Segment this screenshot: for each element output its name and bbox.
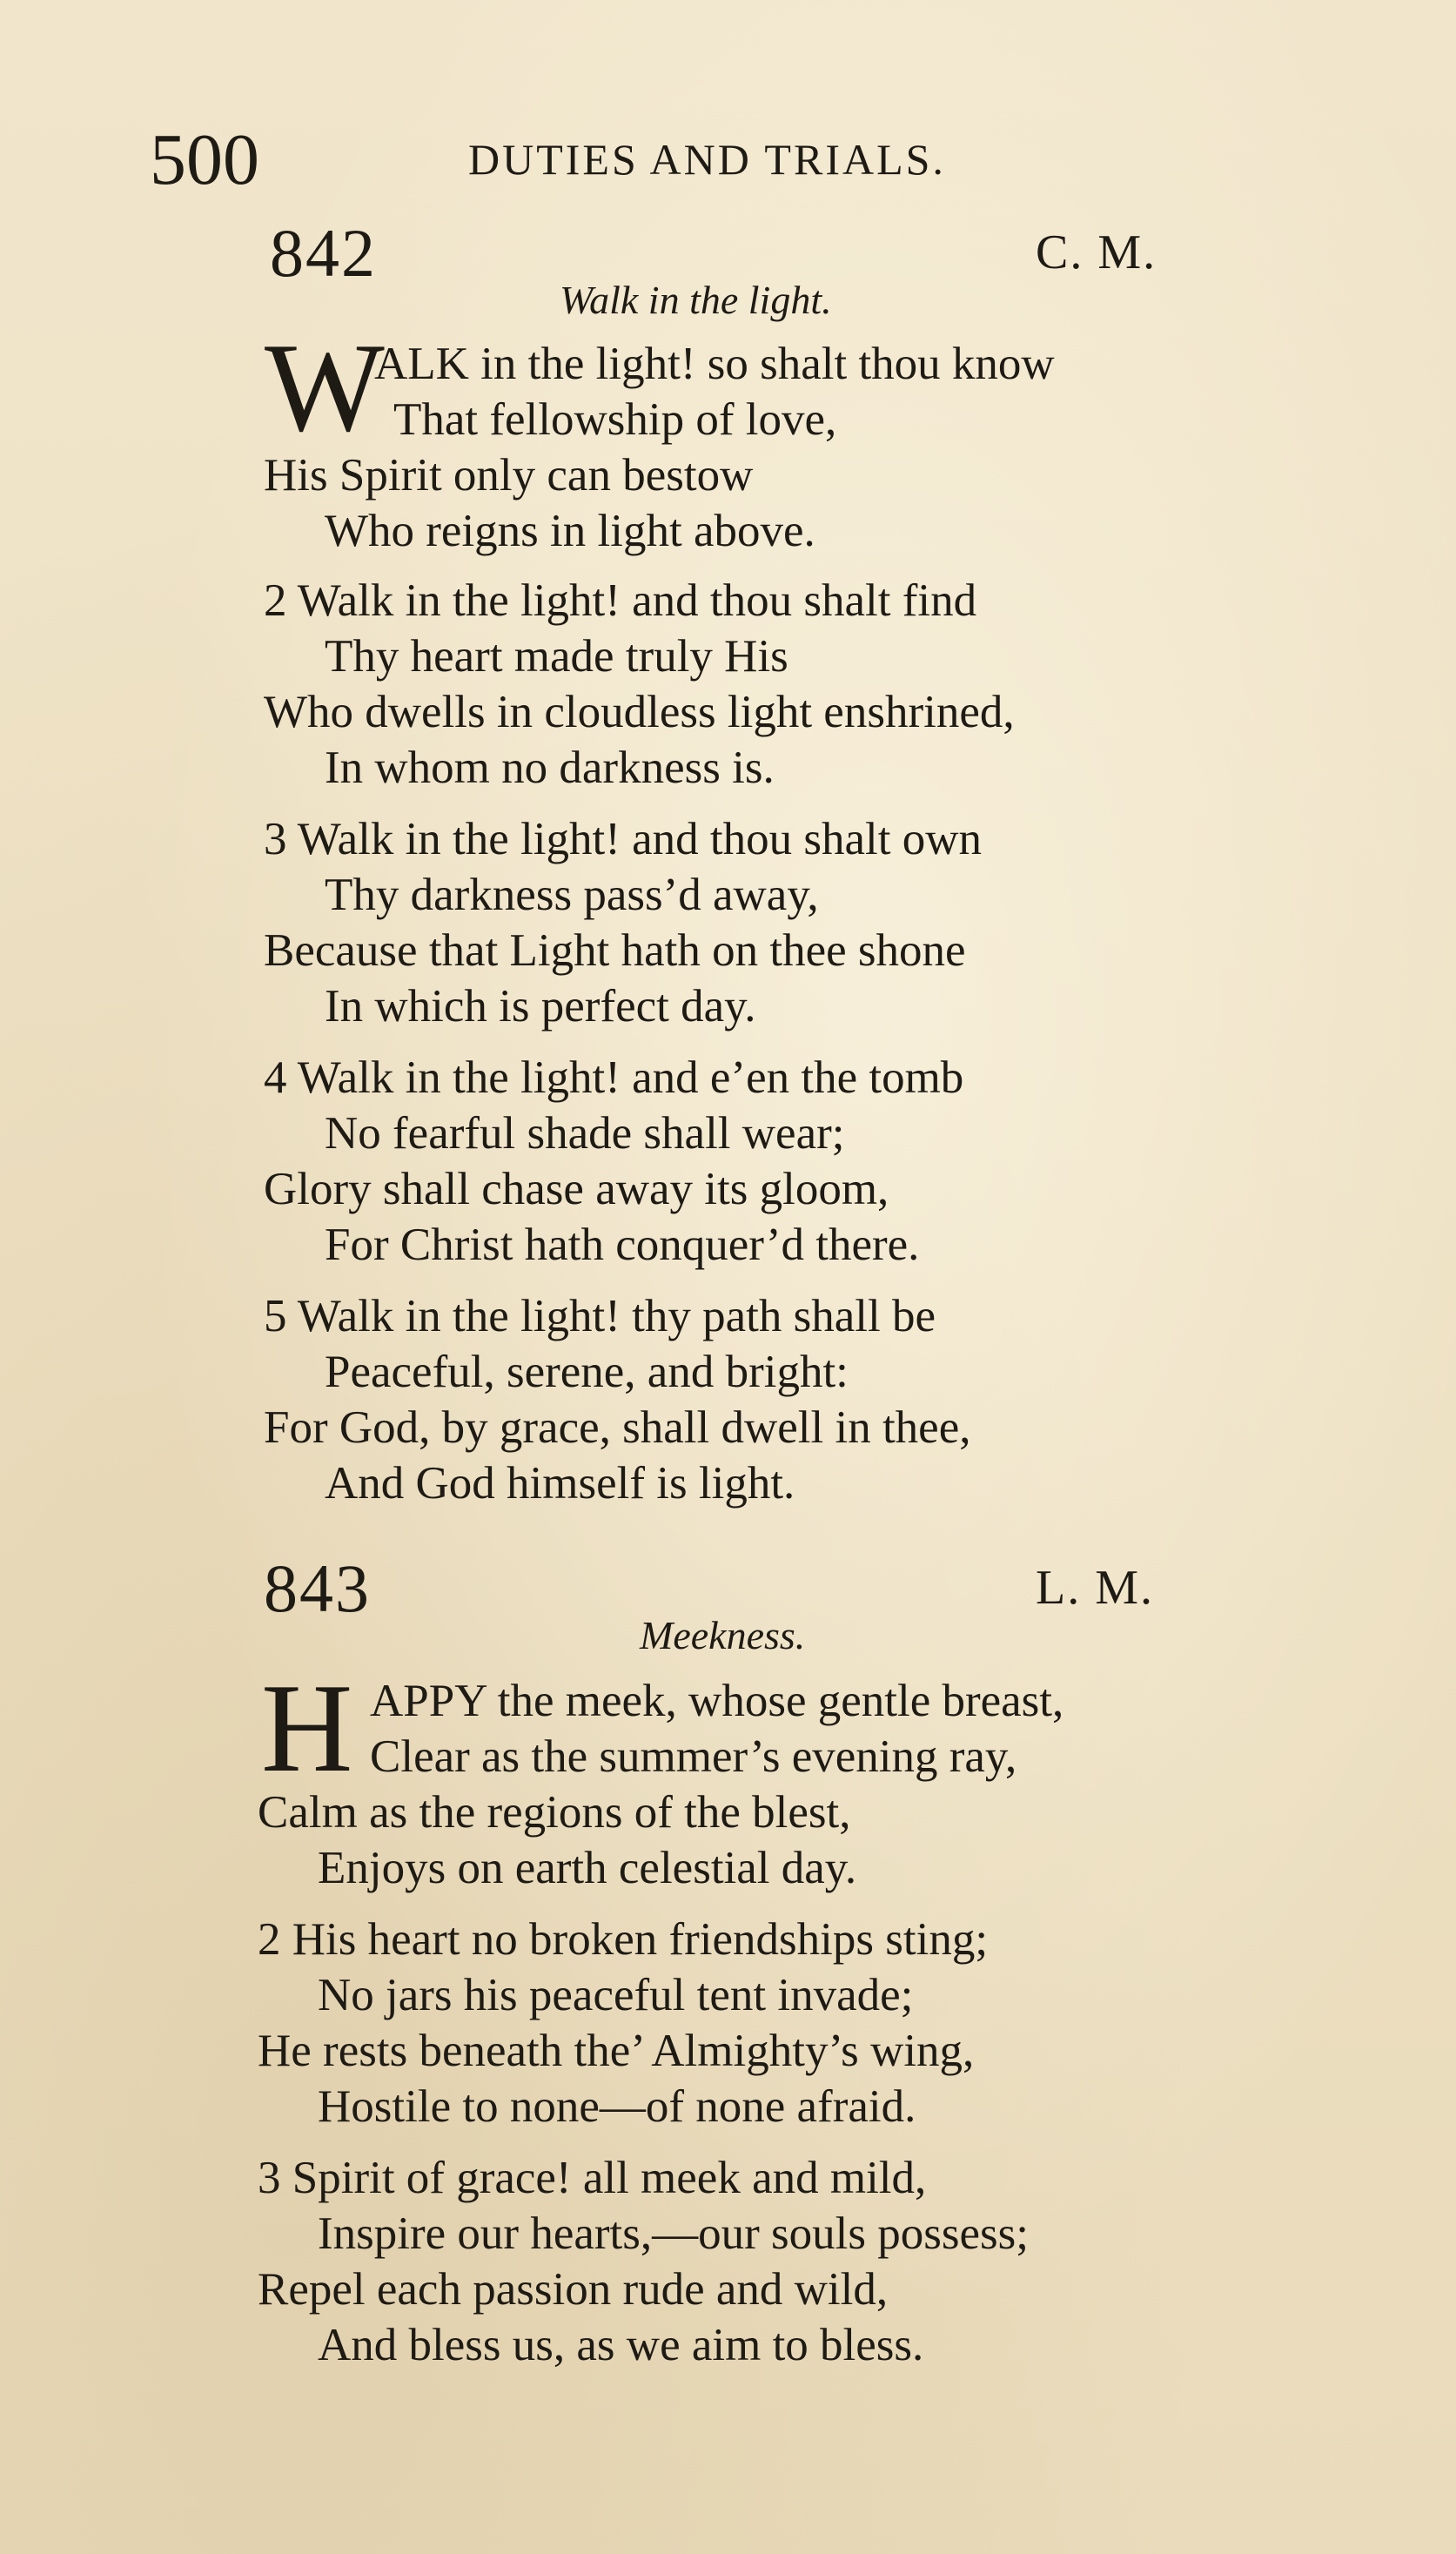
verse-line: Inspire our hearts,—our souls possess; [318,2208,1029,2259]
verse-line: Calm as the regions of the blest, [258,1787,851,1838]
verse-line: 5 Walk in the light! thy path shall be [264,1291,936,1341]
verse-line: No fearful shade shall wear; [325,1108,845,1159]
verse-line: 4 Walk in the light! and e’en the tomb [264,1052,964,1103]
verse-line: In which is perfect day. [325,981,756,1032]
verse-line: Who reigns in light above. [325,506,815,556]
hymn-meter: C. M. [1036,225,1157,279]
verse-line: Enjoys on earth celestial day. [318,1843,857,1893]
running-head: DUTIES AND TRIALS. [468,135,946,184]
verse-line: Thy darkness pass’d away, [325,870,819,920]
verse-line: Because that Light hath on thee shone [264,925,966,976]
drop-cap: H [261,1657,353,1798]
verse-line: For God, by grace, shall dwell in thee, [264,1402,971,1453]
hymn-title: Walk in the light. [560,278,832,322]
verse-line: In whom no darkness is. [325,743,775,793]
verse-line: Clear as the summer’s evening ray, [370,1731,1017,1782]
verse-line: And God himself is light. [325,1458,795,1509]
verse-line: That fellowship of love, [393,394,837,445]
hymn-number: 843 [264,1550,371,1626]
hymn-meter: L. M. [1036,1561,1154,1615]
verse-line: For Christ hath conquer’d there. [325,1220,920,1270]
verse-line: 3 Walk in the light! and thou shalt own [264,814,982,864]
verse-line: 2 His heart no broken friendships sting; [258,1914,989,1965]
verse-line: His Spirit only can bestow [264,450,754,501]
verse-line: 3 Spirit of grace! all meek and mild, [258,2153,927,2203]
page-number: 500 [150,119,259,200]
hymn-title: Meekness. [640,1613,806,1657]
drop-cap: W [265,317,385,458]
verse-line: He rests beneath the’ Almighty’s wing, [258,2026,975,2076]
verse-line: Thy heart made truly His [325,631,788,682]
verse-line: APPY the meek, whose gentle breast, [370,1676,1064,1726]
verse-line: Hostile to none—of none afraid. [318,2081,916,2132]
verse-line: Peaceful, serene, and bright: [325,1347,849,1397]
verse-line: No jars his peaceful tent invade; [318,1970,914,2020]
verse-line: Repel each passion rude and wild, [258,2264,889,2315]
verse-line: 2 Walk in the light! and thou shalt find [264,575,977,626]
verse-line: Glory shall chase away its gloom, [264,1164,889,1214]
verse-line: Who dwells in cloudless light enshrined, [264,687,1015,737]
verse-line: And bless us, as we aim to bless. [318,2320,924,2370]
verse-line: ALK in the light! so shalt thou know [374,339,1055,389]
hymn-number: 842 [270,215,377,291]
